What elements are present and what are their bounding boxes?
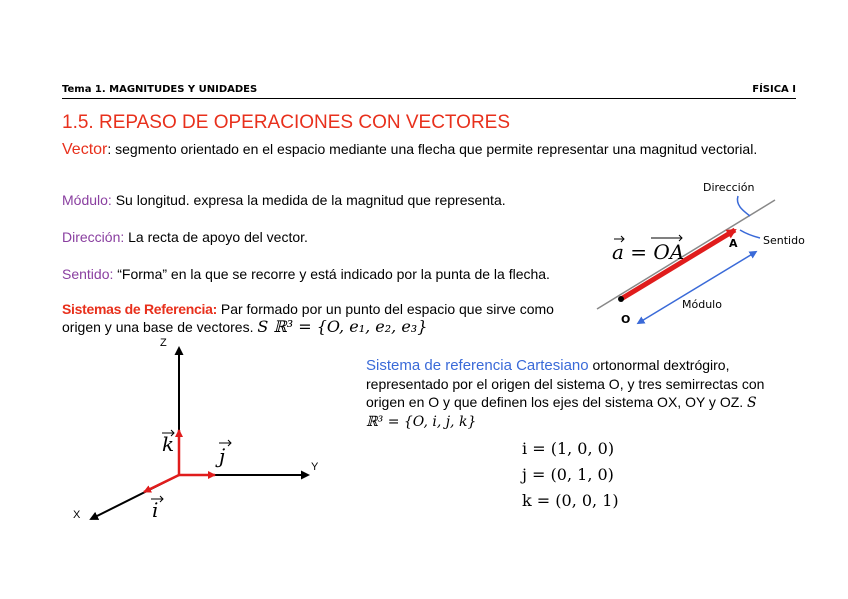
sistemas-text: Par formado por un punto del espacio que sirve como origen y una base de vectores. (62, 301, 554, 335)
origin-dot (618, 296, 624, 302)
vector-equation: a = OA (612, 240, 685, 264)
z-axis-label: Z (160, 337, 167, 349)
y-axis-label: Y (311, 461, 319, 473)
cartesiano-text: ortonormal dextrógiro, representado por el origen del sistema O, y tres semirrectas con origen en O y que definen los ejes del sistema OX, OY y OZ. (366, 357, 765, 410)
sistemas-formula: S ℝ³ = {O, e₁, e₂, e₃} (257, 317, 428, 336)
i-label: i (152, 498, 159, 522)
i-unit-vector (144, 475, 179, 492)
modulo-term: Módulo: (62, 192, 112, 208)
sistemas-term: Sistemas de Referencia: (62, 301, 217, 317)
x-axis-label: X (73, 509, 81, 521)
section-title: 1.5. REPASO DE OPERACIONES CON VECTORES (62, 112, 511, 133)
tip-label: A (729, 237, 738, 250)
cartesiano-formula: S ℝ³ = {O, i, j, k} (366, 395, 757, 430)
direccion-pointer (737, 196, 750, 216)
sentido-label: Sentido (763, 234, 805, 247)
direccion-term: Dirección: (62, 229, 125, 245)
direccion-label: Dirección (703, 181, 755, 194)
vector-text: : segmento orientado en el espacio mediante una flecha que permite representar una magnitud vectorial. (107, 141, 758, 157)
j-label: j (219, 444, 226, 468)
k-label: k (162, 432, 175, 456)
header-topic: Tema 1. MAGNITUDES Y UNIDADES (62, 84, 258, 95)
header-course: FÍSICA I (752, 84, 796, 95)
modulo-text: Su longitud. expresa la medida de la magnitud que representa. (111, 192, 506, 208)
sentido-term: Sentido: (62, 266, 114, 282)
sentido-pointer (740, 230, 760, 238)
equation-i: i = (1, 0, 0) (522, 439, 615, 458)
equation-j: j = (0, 1, 0) (522, 465, 614, 484)
equation-k: k = (0, 0, 1) (522, 491, 619, 510)
sentido-text: “Forma” en la que se recorre y está indicado por la punta de la flecha. (113, 266, 550, 282)
direccion-text: La recta de apoyo del vector. (124, 229, 308, 245)
cartesiano-term: Sistema de referencia Cartesiano (366, 357, 589, 374)
modulo-label: Módulo (682, 298, 722, 311)
origin-label: O (621, 313, 631, 326)
vector-term: Vector (62, 141, 108, 158)
